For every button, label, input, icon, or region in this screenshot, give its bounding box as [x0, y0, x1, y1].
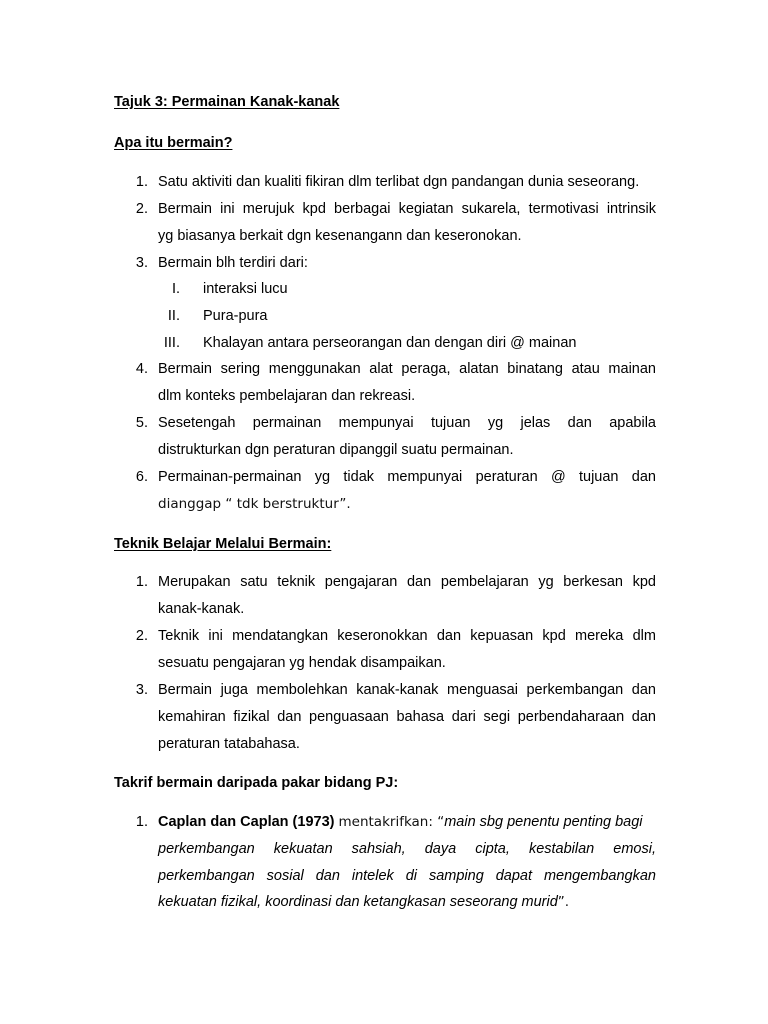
author-name: Caplan dan Caplan (1973) [158, 814, 335, 830]
list-item-text: Bermain juga membolehkan kanak-kanak menguasai perkembangan dan [158, 682, 656, 698]
list-item-text: Bermain ini merujuk kpd berbagai kegiatan sukarela, termotivasi intrinsik [158, 201, 656, 217]
definition-first-line [158, 814, 643, 830]
list-item-text: Sesetengah permainan mempunyai tujuan yg jelas dan apabila [158, 415, 656, 431]
definition-quote-text: perkembangan kekuatan sahsiah, daya cipta, kestabilan emosi, [158, 841, 656, 857]
list-number: 1. [135, 574, 148, 590]
list-item-text: Satu aktiviti dan kualiti fikiran dlm terlibat dgn pandangan dunia seseorang. [158, 174, 640, 190]
list-item-text: Teknik ini mendatangkan keseronokkan dan kepuasan kpd mereka dlm [158, 628, 656, 644]
list-item-text: Bermain blh terdiri dari: [158, 255, 308, 271]
sublist-number: I. [171, 281, 180, 297]
sublist-item-text: Pura-pura [203, 308, 268, 324]
list-item-text: kemahiran fizikal dan penguasaan bahasa dari segi perbendaharaan dan [158, 709, 656, 725]
list-item-text: kanak-kanak. [158, 601, 245, 617]
list-number: 1. [135, 814, 148, 830]
list-number: 4. [135, 361, 148, 377]
page-title: Tajuk 3: Permainan Kanak-kanak [114, 94, 340, 110]
definition-last-line [158, 894, 569, 910]
list-item-text: distrukturkan dgn peraturan dipanggil suatu permainan. [158, 442, 514, 458]
section-heading-teknik-belajar: Teknik Belajar Melalui Bermain: [114, 536, 332, 552]
list-item-text: Merupakan satu teknik pengajaran dan pembelajaran yg berkesan kpd [158, 574, 656, 590]
sublist-item-text: interaksi lucu [203, 281, 288, 297]
list-item-text: dlm konteks pembelajaran dan rekreasi. [158, 388, 416, 404]
list-number: 6. [135, 469, 148, 485]
sublist-item-text: Khalayan antara perseorangan dan dengan diri @ mainan [203, 335, 577, 351]
list-item-text: dianggap “ tdk berstruktur”. [158, 496, 351, 512]
sublist-number: III. [163, 335, 180, 351]
definition-verb: mentakrifkan: “ [338, 814, 445, 830]
definition-quote-text: perkembangan sosial dan intelek di samping dapat mengembangkan [158, 868, 656, 884]
list-item-text: Permainan-permainan yg tidak mempunyai peraturan @ tujuan dan [158, 469, 656, 485]
definition-quote-text: kekuatan fizikal, koordinasi dan ketangkasan seseorang murid [158, 894, 558, 910]
sublist-number: II. [167, 308, 180, 324]
definition-quote-text: main sbg penentu penting bagi [444, 814, 643, 830]
list-number: 2. [135, 628, 148, 644]
list-item-text: sesuatu pengajaran yg hendak disampaikan. [158, 655, 446, 671]
list-number: 2. [135, 201, 148, 217]
list-item-text: Bermain sering menggunakan alat peraga, alatan binatang atau mainan [158, 361, 656, 377]
list-number: 3. [135, 255, 148, 271]
list-item-text: peraturan tatabahasa. [158, 736, 300, 752]
closing-quote: ”. [557, 894, 570, 910]
section-heading-apa-itu-bermain: Apa itu bermain? [114, 135, 233, 151]
list-item-text: yg biasanya berkait dgn kesenangann dan keseronokan. [158, 228, 522, 244]
list-number: 1. [135, 174, 148, 190]
list-number: 5. [135, 415, 148, 431]
list-number: 3. [135, 682, 148, 698]
section-heading-takrif-bermain: Takrif bermain daripada pakar bidang PJ: [114, 775, 399, 791]
